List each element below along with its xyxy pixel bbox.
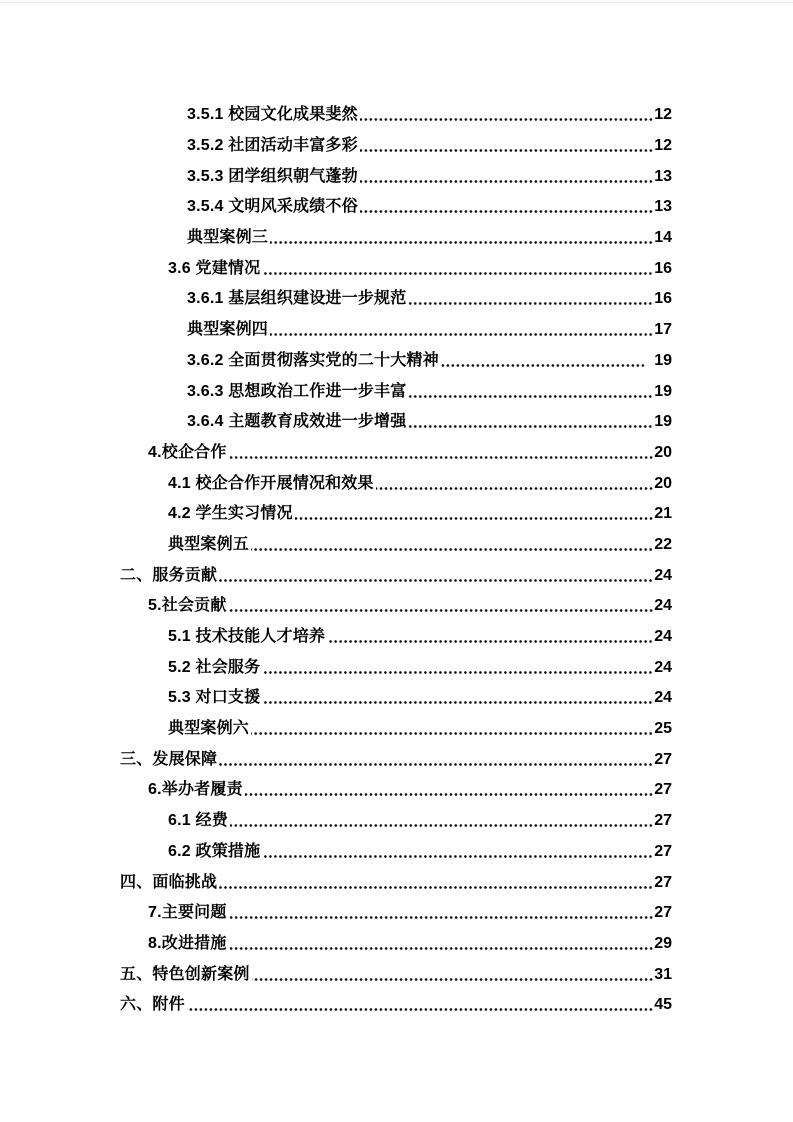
toc-entry-label: 5.2 社会服务 <box>168 658 261 676</box>
toc-entry-page: 27 <box>654 812 672 830</box>
dot-leader <box>229 598 654 614</box>
toc-entry-label: 3.6.3 思想政治工作进一步丰富 <box>187 382 407 400</box>
toc-entry[interactable] <box>120 192 672 223</box>
toc-entry-label: 3.5.1 校园文化成果斐然 <box>187 106 358 124</box>
dot-leader <box>408 384 653 400</box>
toc-entry-page: 24 <box>654 597 672 615</box>
toc-entry[interactable] <box>120 468 672 499</box>
dot-leader <box>187 997 653 1013</box>
dot-leader <box>360 138 653 154</box>
toc-entry-page: 27 <box>654 873 672 891</box>
toc-entry[interactable] <box>120 315 672 346</box>
toc-entry-page: 27 <box>654 750 672 768</box>
dot-leader <box>219 752 653 768</box>
toc-entry-label: 7.主要问题 <box>148 904 227 922</box>
dot-leader <box>219 568 653 584</box>
toc-entry[interactable] <box>120 591 672 622</box>
toc-entry[interactable] <box>120 806 672 837</box>
toc-entry-page: 20 <box>654 474 672 492</box>
toc-entry-page: 13 <box>654 167 672 185</box>
toc-entry[interactable] <box>120 376 672 407</box>
toc-entry-page: 14 <box>654 229 672 247</box>
toc-entry-page: 29 <box>654 934 672 952</box>
toc-entry-label: 典型案例六 <box>168 720 250 738</box>
toc-entry-label: 4.2 学生实习情况 <box>168 505 293 523</box>
toc-entry-page: 19 <box>654 382 672 400</box>
toc-entry-page: 19 <box>654 351 672 369</box>
toc-entry-page: 24 <box>654 628 672 646</box>
toc-entry-page: 20 <box>654 443 672 461</box>
dot-leader <box>229 445 654 461</box>
toc-entry-label: 5.1 技术技能人才培养 <box>168 628 326 646</box>
dot-leader <box>229 936 654 952</box>
toc-entry[interactable] <box>120 499 672 530</box>
toc-entry-label: 3.5.3 团学组织朝气蓬勃 <box>187 167 358 185</box>
toc-entry[interactable] <box>120 929 672 960</box>
toc-entry-label: 5.3 对口支援 <box>168 689 261 707</box>
toc-entry[interactable] <box>120 990 672 1021</box>
toc-entry-label: 3.6.4 主题教育成效进一步增强 <box>187 413 407 431</box>
toc-entry-label: 典型案例四 <box>187 321 269 339</box>
dot-leader <box>408 291 653 307</box>
toc-entry-label: 典型案例五 <box>168 535 250 553</box>
toc-entry[interactable] <box>120 714 672 745</box>
toc-entry-label: 典型案例三 <box>187 229 269 247</box>
dot-leader <box>270 322 653 338</box>
toc-entry-page: 19 <box>654 413 672 431</box>
dot-leader <box>360 107 653 123</box>
toc-entry-page: 17 <box>654 321 672 339</box>
toc-entry-page: 12 <box>654 137 672 155</box>
toc-entry[interactable] <box>120 744 672 775</box>
toc-entry[interactable] <box>120 100 672 131</box>
toc-entry-label: 5.社会贡献 <box>148 597 227 615</box>
dot-leader <box>262 261 653 277</box>
toc-entry-page: 25 <box>654 720 672 738</box>
toc-entry-page: 13 <box>654 198 672 216</box>
dot-leader <box>245 782 653 798</box>
toc-entry[interactable] <box>120 683 672 714</box>
toc-entry-page: 21 <box>654 505 672 523</box>
dot-leader <box>229 905 654 921</box>
toc-entry[interactable] <box>120 622 672 653</box>
toc-entry-label: 六、附件 <box>120 996 185 1014</box>
toc-entry-label: 8.改进措施 <box>148 934 227 952</box>
toc-entry[interactable] <box>120 253 672 284</box>
toc-entry-page: 24 <box>654 566 672 584</box>
dot-leader <box>360 169 653 185</box>
toc-entry-page: 27 <box>654 904 672 922</box>
toc-entry-page: 16 <box>654 259 672 277</box>
dot-leader <box>270 230 653 246</box>
toc-entry-label: 4.校企合作 <box>148 443 227 461</box>
dot-leader <box>327 629 653 645</box>
toc-entry-label: 3.6 党建情况 <box>168 259 261 277</box>
toc-entry-page: 24 <box>654 689 672 707</box>
dot-leader <box>252 967 654 983</box>
toc-entry-label: 3.6.2 全面贯彻落实党的二十大精神 <box>187 351 439 369</box>
toc-entry[interactable] <box>120 652 672 683</box>
dot-leader <box>251 721 653 737</box>
toc-entry-label: 6.举办者履责 <box>148 781 243 799</box>
dot-leader <box>262 690 653 706</box>
toc-entry[interactable] <box>120 438 672 469</box>
toc-entry[interactable] <box>120 407 672 438</box>
dot-leader <box>408 414 653 430</box>
toc-entry-label: 3.6.1 基层组织建设进一步规范 <box>187 290 407 308</box>
toc-entry-label: 6.2 政策措施 <box>168 842 261 860</box>
dot-leader <box>230 813 653 829</box>
toc-entry[interactable] <box>120 775 672 806</box>
toc-entry[interactable] <box>120 530 672 561</box>
dot-leader <box>262 844 653 860</box>
toc-entry-label: 6.1 经费 <box>168 812 228 830</box>
toc-entry-label: 3.5.4 文明风采成绩不俗 <box>187 198 358 216</box>
dot-leader <box>262 660 653 676</box>
toc-entry-label: 四、面临挑战 <box>120 873 218 891</box>
dot-leader <box>295 506 654 522</box>
toc-entry[interactable] <box>120 898 672 929</box>
toc-entry[interactable] <box>120 161 672 192</box>
toc-entry[interactable] <box>120 131 672 162</box>
toc-entry[interactable] <box>120 959 672 990</box>
toc-entry-page: 31 <box>654 965 672 983</box>
table-of-contents <box>120 100 672 1021</box>
toc-entry[interactable] <box>120 837 672 868</box>
toc-entry[interactable] <box>120 346 672 377</box>
dot-leader <box>251 537 653 553</box>
toc-entry-label: 3.5.2 社团活动丰富多彩 <box>187 137 358 155</box>
dot-leader <box>219 875 653 891</box>
toc-entry-label: 4.1 校企合作开展情况和效果 <box>168 474 374 492</box>
toc-entry-label: 三、发展保障 <box>120 750 218 768</box>
dot-leader <box>376 476 654 492</box>
dot-leader <box>441 353 645 369</box>
toc-entry[interactable] <box>120 284 672 315</box>
toc-entry-page: 16 <box>654 290 672 308</box>
toc-entry-page: 12 <box>654 106 672 124</box>
toc-entry-label: 二、服务贡献 <box>120 566 218 584</box>
toc-entry-page: 27 <box>654 781 672 799</box>
toc-entry-label: 五、特色创新案例 <box>120 965 250 983</box>
toc-entry[interactable] <box>120 223 672 254</box>
toc-entry-page: 24 <box>654 658 672 676</box>
toc-entry-page: 27 <box>654 842 672 860</box>
toc-entry-page: 45 <box>654 996 672 1014</box>
toc-entry-page: 22 <box>654 535 672 553</box>
toc-entry[interactable] <box>120 867 672 898</box>
toc-entry[interactable] <box>120 560 672 591</box>
dot-leader <box>360 199 653 215</box>
